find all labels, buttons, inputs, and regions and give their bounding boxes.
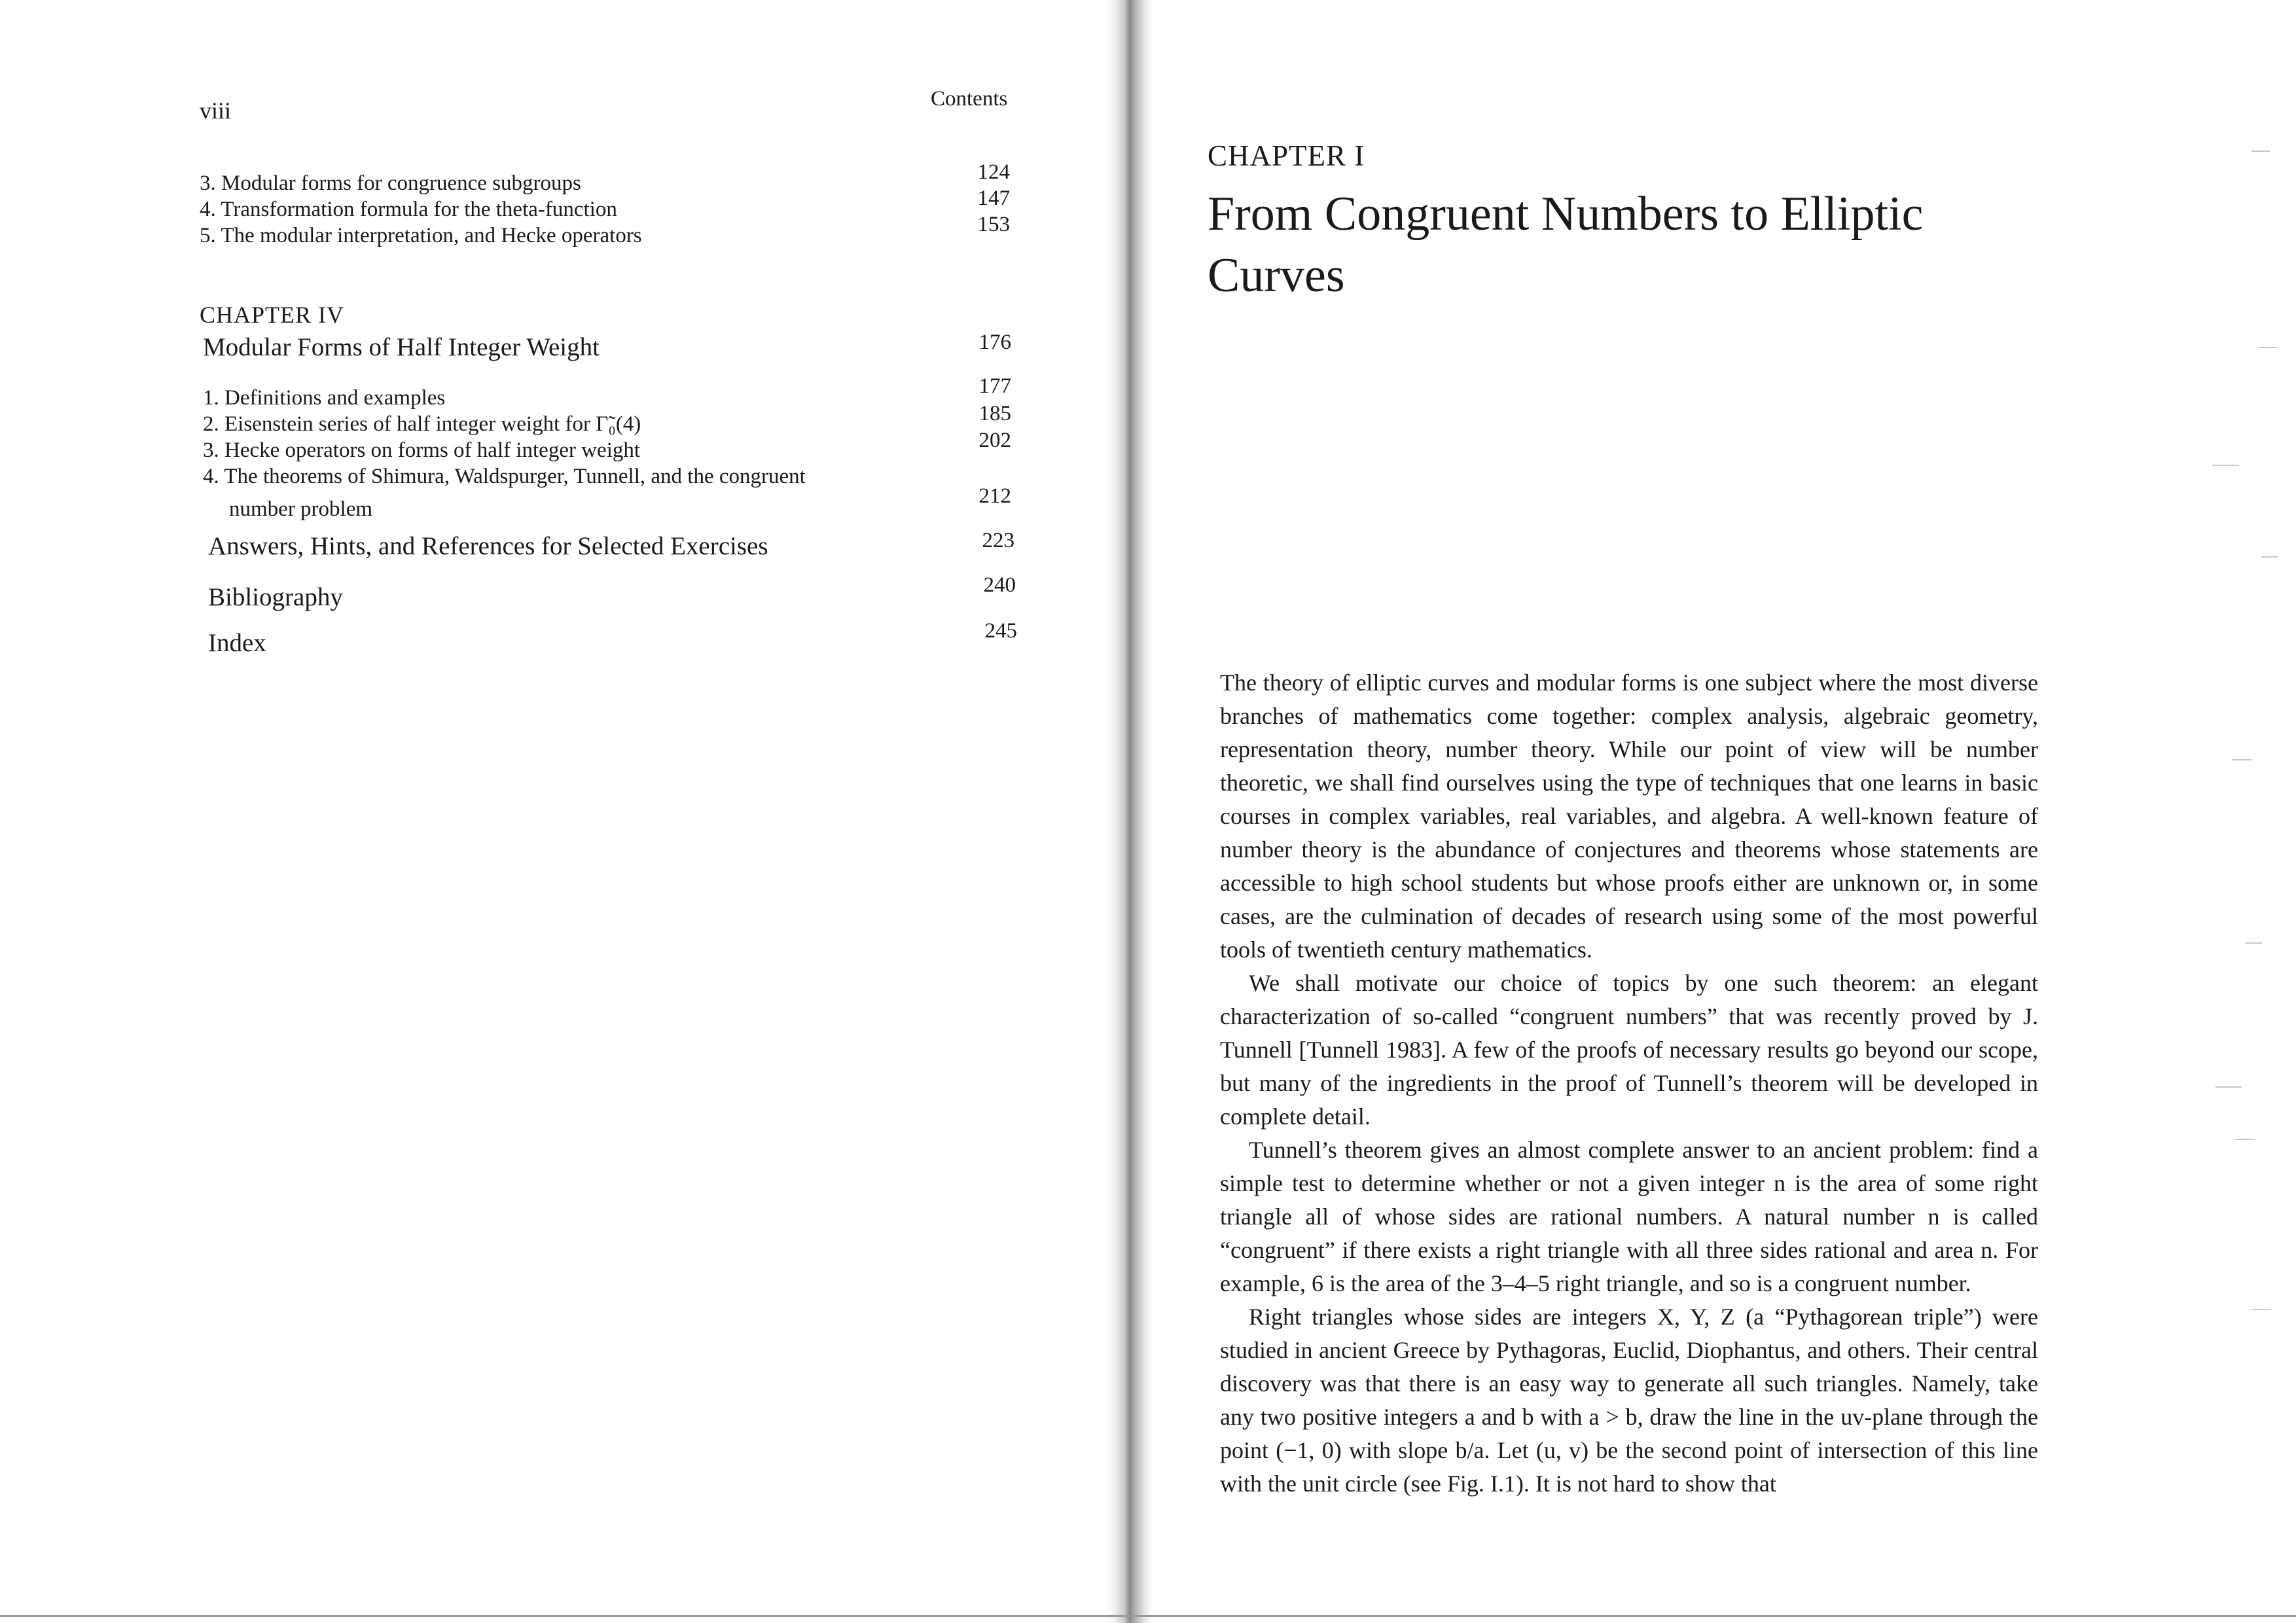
- toc-page-number: 240: [983, 573, 1016, 597]
- toc-page-number: 223: [982, 529, 1014, 552]
- paragraph: The theory of elliptic curves and modular forms is one subject where the most diverse branches of mathematics come together: complex analysis, algebraic geometry, representation theory, number theory. While our point of view will be number theoretic, we shall find ourselves using the type of techniques that one learns in basic courses in complex variables, real variables, and algebra. A well-known feature of number theory is the abundance of conjectures and theorems whose statements are accessible to high school students but whose proofs either are unknown or, in some cases, are the culmination of decades of research using some of the most powerful tools of twentieth century mathematics.: [1220, 669, 2038, 963]
- scan-mark: [2245, 942, 2262, 944]
- toc-page-number: 153: [977, 213, 1010, 236]
- toc-entry: 1. Definitions and examples: [203, 386, 446, 410]
- toc-entry: 3. Modular forms for congruence subgroups: [200, 171, 581, 195]
- toc-page-number: 176: [978, 330, 1011, 354]
- page-number: viii: [200, 98, 232, 124]
- scan-mark: [2235, 1139, 2255, 1140]
- chapter-label: CHAPTER I: [1208, 139, 1365, 172]
- toc-page-number: 185: [978, 402, 1011, 425]
- paragraph: Tunnell’s theorem gives an almost complete answer to an ancient problem: find a simple test to determine whether or not a given integer n is the area of some right triangle all of whose sides are rational numbers. A natural number n is called “congruent” if there exists a right triangle with all three sides rational and area n. For example, 6 is the area of the 3–4–5 right triangle, and so is a congruent number.: [1220, 1137, 2038, 1296]
- toc-entry: 4. The theorems of Shimura, Waldspurger, Tunnell, and the congruent: [203, 465, 806, 488]
- scan-mark: [2251, 1309, 2271, 1310]
- toc-entry-continuation: number problem: [229, 497, 373, 521]
- paragraph: We shall motivate our choice of topics by one such theorem: an elegant characterization of so-called “congruent numbers” that was recently proved by J. Tunnell [Tunnell 1983]. A few of the proofs of necessary results go beyond our scope, but many of the ingredients in the proof of Tunnell’s theorem will be developed in complete detail.: [1220, 970, 2038, 1130]
- scan-mark: [2215, 1086, 2242, 1088]
- toc-entry: 5. The modular interpretation, and Hecke operators: [200, 224, 642, 247]
- toc-page-number: 124: [977, 160, 1010, 184]
- toc-entry: 4. Transformation formula for the theta-function: [200, 198, 617, 221]
- toc-entry-index: Index: [208, 629, 266, 657]
- scan-mark: [2258, 347, 2278, 348]
- toc-page-number: 202: [978, 429, 1011, 452]
- scan-mark: [2261, 556, 2278, 558]
- scan-mark: [2212, 465, 2238, 466]
- scan-mark: [2251, 151, 2270, 152]
- toc-page-number: 177: [978, 374, 1011, 398]
- scan-mark: [2232, 759, 2251, 760]
- left-page: [0, 0, 1106, 1623]
- chapter-label: CHAPTER IV: [200, 302, 345, 328]
- toc-page-number: 147: [977, 187, 1010, 210]
- running-head: Contents: [931, 87, 1008, 111]
- scan-bottom-edge: [0, 1615, 2296, 1617]
- toc-entry-answers: Answers, Hints, and References for Selected Exercises: [208, 532, 768, 560]
- toc-entry: 3. Hecke operators on forms of half integer weight: [203, 438, 641, 462]
- book-spine-shadow: [1106, 0, 1152, 1623]
- toc-page-number: 245: [984, 619, 1017, 643]
- paragraph: Right triangles whose sides are integers X, Y, Z (a “Pythagorean triple”) were studied in ancient Greece by Pythagoras, Euclid, Diophantus, and others. Their central discovery was that there is an easy way to generate all such triangles. Namely, take any two positive integers a and b with a > b, draw the line in the uv-plane through the point (−1, 0) with slope b/a. Let (u, v) be the second point of intersection of this line with the unit circle (see Fig. I.1). It is not hard to show that: [1220, 1304, 2038, 1497]
- toc-page-number: 212: [978, 484, 1011, 508]
- toc-entry-bibliography: Bibliography: [208, 583, 343, 611]
- toc-entry: 2. Eisenstein series of half integer weight for Γ̃₀(4): [203, 412, 641, 436]
- chapter-body: [1220, 666, 2038, 1501]
- chapter-title: Modular Forms of Half Integer Weight: [203, 333, 600, 361]
- chapter-title: From Congruent Numbers to Elliptic Curves: [1208, 187, 1924, 302]
